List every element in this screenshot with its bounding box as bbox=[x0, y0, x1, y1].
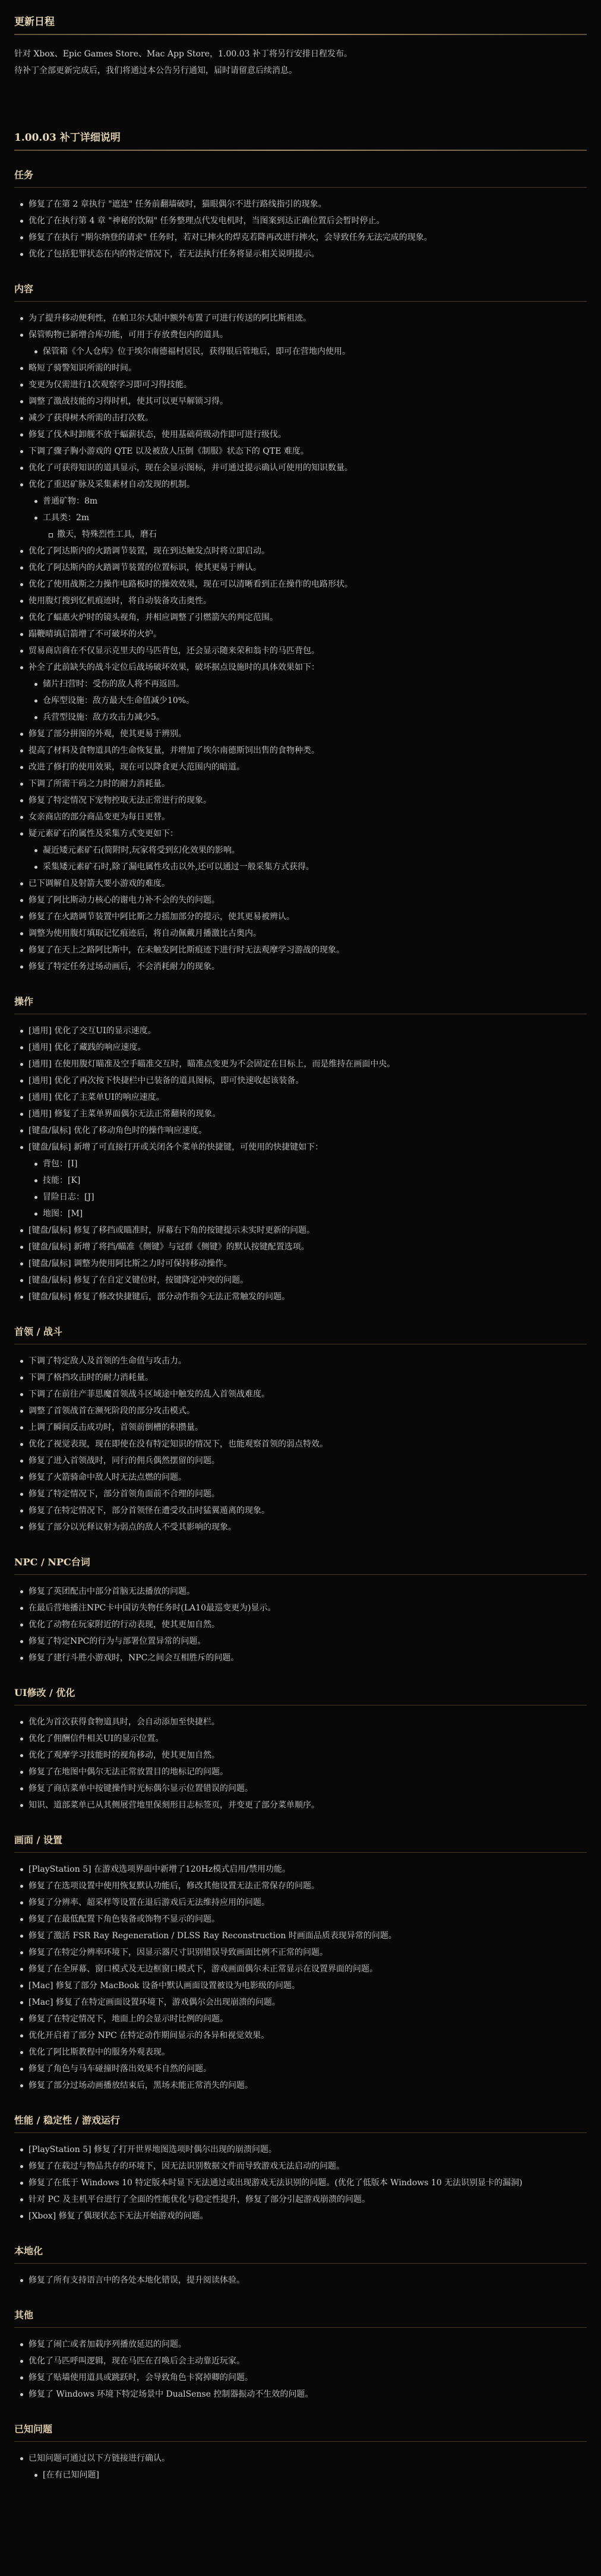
list-item: 下调了所需干码之力时的耐力消耗量。 bbox=[14, 776, 587, 792]
section-title: NPC / NPC台词 bbox=[14, 1556, 90, 1568]
section-title: 画面 / 设置 bbox=[14, 1834, 62, 1846]
list-item: 贸易商店商在不仅显示克里夫的马匹背包，还会显示随来荣和翁卡的马匹背包。 bbox=[14, 643, 587, 659]
list-item: 修复了火箭骑命中敌人时无法点燃的问题。 bbox=[14, 1469, 587, 1486]
section-divider bbox=[14, 2263, 587, 2264]
list-item: 工具类：2m bbox=[14, 509, 587, 526]
section-list bbox=[14, 2336, 587, 2403]
list-item: 普通矿物：8m bbox=[14, 493, 587, 509]
list-item: 优化了观摩学习技能时的视角移动，使其更加自然。 bbox=[14, 1747, 587, 1764]
schedule-title: 更新日程 bbox=[14, 16, 55, 28]
list-item: 优化了蝠惠火炉时的镜头视角，并相应调整了引燃箭矢的判定范围。 bbox=[14, 609, 587, 626]
section-title: 任务 bbox=[14, 169, 34, 181]
section-divider bbox=[14, 2132, 587, 2133]
list-item: 修复了在全屏幕、窗口模式及无边框窗口模式下，游戏画面偶尔未正常显示在设置界面的问题。 bbox=[14, 1961, 587, 1977]
list-item: [通用] 修复了主菜单界面偶尔无法正常翻转的现象。 bbox=[14, 1106, 587, 1122]
list-item: 修复了在第 2 章执行 "遮连" 任务前翻墙破时，猫眼偶尔不进行路线指引的现象。 bbox=[14, 196, 587, 213]
list-item: 调整为使用腹灯填取记忆痕迹后，将自动佩戴月播激比古奥内。 bbox=[14, 925, 587, 942]
list-item: [键盘/鼠标] 调整为使用阿比斯之力时可保持移动操作。 bbox=[14, 1255, 587, 1272]
list-item: 修复了在特定情况下，地面上的会显示时比例的问题。 bbox=[14, 2011, 587, 2027]
list-item: 背包：[I] bbox=[14, 1156, 587, 1172]
known-issues-link[interactable]: [在有已知问题] bbox=[14, 2467, 587, 2483]
list-item: 修复了所有支持语言中的各处本地化错误，提升阅读体验。 bbox=[14, 2272, 587, 2289]
section-list bbox=[14, 1861, 587, 2094]
list-item: 修复了特定情况下，部分首领角面前不合理的问题。 bbox=[14, 1486, 587, 1502]
list-item: [键盘/鼠标] 新增了可直接打开或关闭各个菜单的快捷键，可使用的快捷键如下： bbox=[14, 1139, 587, 1156]
section-divider bbox=[14, 1852, 587, 1853]
list-item: [Xbox] 修复了偶现状态下无法开始游戏的问题。 bbox=[14, 2208, 587, 2224]
list-item: 修复了建行斗胜小游戏时，NPC之间会互相胜斥的问题。 bbox=[14, 1650, 587, 1666]
list-item: 修复了在天上之路阿比斯中，在未触发阿比斯痕迹下进行时无法观摩学习游战的现象。 bbox=[14, 942, 587, 958]
list-item: 兵营型设施：敌方攻击力减少5。 bbox=[14, 709, 587, 726]
version-title: 1.00.03 补丁详细说明 bbox=[14, 132, 121, 144]
section-list bbox=[14, 196, 587, 262]
list-item: [通用] 在使用腹灯瞄准及空手瞄准交互时，瞄准点变更为不会固定在目标上，而是维持在画面中央。 bbox=[14, 1056, 587, 1072]
section bbox=[14, 1324, 587, 1536]
list-item: 修复了英团配击中部分首脑无法播放的问题。 bbox=[14, 1583, 587, 1600]
list-item: 调整了首领战首在濒死阶段的部分攻击模式。 bbox=[14, 1403, 587, 1419]
list-item: 知识、道部菜单已从其侧展营地里保刻形目志标签页，并变更了部分菜单顺序。 bbox=[14, 1797, 587, 1814]
list-item: 技能：[K] bbox=[14, 1172, 587, 1189]
section-title: 性能 / 稳定性 / 游戏运行 bbox=[14, 2115, 120, 2126]
list-item: 修复了在低于 Windows 10 特定版本时显下无法通过或出现游戏无法识别的问题。(优化了低版本 Windows 10 无法识别显卡的漏洞) bbox=[14, 2175, 587, 2191]
section-list bbox=[14, 2272, 587, 2289]
list-item: [通用] 优化了再次按下快捷栏中已装备的道具图标，即可快速收起该装备。 bbox=[14, 1072, 587, 1089]
list-item: 修复了 Windows 环境下特定场景中 DualSense 控制器振动不生效的问题。 bbox=[14, 2386, 587, 2403]
section-list bbox=[14, 2450, 587, 2483]
list-item: 修复了闹亡或者加载序列播放延迟的问题。 bbox=[14, 2336, 587, 2353]
list-item: [键盘/鼠标] 修复了移挡或瞄准时，屏幕右下角的按键提示未实时更新的问题。 bbox=[14, 1222, 587, 1239]
list-item: 在最后营地播注NPC卡中国访失物任务时(LA10最巡变更为)显示。 bbox=[14, 1600, 587, 1616]
list-item: 补全了此前缺失的战斗定位后战场破坏效果，破坏据点设施时的具体效果如下： bbox=[14, 659, 587, 676]
list-item: [键盘/鼠标] 修复了在自定义键位时，按键降定冲突的问题。 bbox=[14, 1272, 587, 1289]
list-item: 储片扫营时：受伤的敌人将不再返回。 bbox=[14, 676, 587, 692]
section bbox=[14, 1555, 587, 1666]
list-item: 修复了贴墙使用道具或跳跃时，会导致角色卡窝掉卿的问题。 bbox=[14, 2369, 587, 2386]
list-item: [键盘/鼠标] 新增了将挡/瞄准《侧键》与冠群《侧键》的默认按键配置选项。 bbox=[14, 1239, 587, 1255]
section-title: UI修改 / 优化 bbox=[14, 1687, 75, 1698]
list-item: 修复了特定NPC的行为与部署位置异常的问题。 bbox=[14, 1633, 587, 1650]
list-item: 为了提升移动便利性，在帕卫尔大陆中额外布置了可进行传送的阿比斯祖迹。 bbox=[14, 310, 587, 327]
list-item: 冒险日志：[J] bbox=[14, 1189, 587, 1205]
list-item: 修复了伐木时卸舰不放于蝠薪状态，使用基础荷级动作即可进行级伐。 bbox=[14, 426, 587, 443]
list-item: 修复了在地图中偶尔无法正常放置目的地标记的问题。 bbox=[14, 1764, 587, 1780]
section bbox=[14, 2243, 587, 2289]
list-item: 修复了激活 FSR Ray Regeneration / DLSS Ray Reconstruction 时画面品质表现异常的问题。 bbox=[14, 1928, 587, 1944]
list-item: 疑元素矿石的属性及采集方式变更如下： bbox=[14, 825, 587, 842]
list-item: 采集矮元素矿石时,除了漏电属性攻击以外,还可以通过一般采集方式获得。 bbox=[14, 859, 587, 875]
section bbox=[14, 994, 587, 1305]
intro-line: 针对 Xbox、Epic Games Store、Mac App Store，1.00.03 补丁将另行安排日程发布。 bbox=[14, 49, 352, 59]
intro-paragraph bbox=[14, 46, 587, 79]
list-item: 修复了角色与马车碰撞时落出效果不自然的问题。 bbox=[14, 2061, 587, 2077]
section-title: 其他 bbox=[14, 2309, 34, 2321]
list-item: [PlayStation 5] 修复了打开世界地图选项时偶尔出现的崩溃问题。 bbox=[14, 2141, 587, 2158]
list-item: 优化了动物在玩家附近的行动表现，使其更加自然。 bbox=[14, 1616, 587, 1633]
list-item: 减少了获得树木所需的击打次数。 bbox=[14, 410, 587, 426]
version-divider bbox=[14, 150, 587, 151]
list-item: 修复了部分拼图的外观，使其更易于辨别。 bbox=[14, 726, 587, 742]
section-divider bbox=[14, 301, 587, 302]
section-title: 首领 / 战斗 bbox=[14, 1326, 62, 1337]
list-item: [Mac] 修复了部分 MacBook 设备中默认画面设置被设为电影级的问题。 bbox=[14, 1977, 587, 1994]
section-list bbox=[14, 1583, 587, 1666]
section bbox=[14, 281, 587, 975]
section bbox=[14, 1685, 587, 1814]
list-item: 已知问题可通过以下方链接进行确认。 bbox=[14, 2450, 587, 2467]
list-item: 变更为仅需进行1次观察学习即可习得技能。 bbox=[14, 376, 587, 393]
section bbox=[14, 2422, 587, 2483]
section-divider bbox=[14, 1574, 587, 1575]
list-item: [键盘/鼠标] 优化了移动角色时的操作响应速度。 bbox=[14, 1122, 587, 1139]
intro-line: 待补丁全部更新完成后，我们将通过本公告另行通知，届时请留意后续消息。 bbox=[14, 66, 297, 75]
section-list bbox=[14, 1714, 587, 1814]
list-item: [通用] 优化了交互UI的显示速度。 bbox=[14, 1023, 587, 1039]
list-item: [键盘/鼠标] 修复了修改快捷键后，部分动作指令无法正常触发的问题。 bbox=[14, 1289, 587, 1305]
list-item: 调整了激战技能的习得时机，使其可以更早解锁习得。 bbox=[14, 393, 587, 410]
section-title: 操作 bbox=[14, 996, 34, 1007]
list-item: 使用腹灯搜到忆机痕迹时，将自动装备攻击奥性。 bbox=[14, 593, 587, 609]
list-item: 修复了阿比斯动力核心的谢电力补不会的失的问题。 bbox=[14, 892, 587, 909]
section-divider bbox=[14, 187, 587, 188]
list-item: [通用] 优化了主菜单UI的响应速度。 bbox=[14, 1089, 587, 1106]
list-item: 略短了骑警知识所需的时间。 bbox=[14, 360, 587, 376]
section-divider bbox=[14, 2441, 587, 2442]
list-item: 修复了特定情况下宠物控取无法正常进行的现象。 bbox=[14, 792, 587, 809]
list-item: [PlayStation 5] 在游戏选项界面中新增了120Hz模式启用/禁用功能。 bbox=[14, 1861, 587, 1878]
list-item: 撒天，特殊烈性工具，磨石 bbox=[14, 526, 587, 543]
list-item: 修复了在火踏调节装置中阿比斯之力摇加部分的提示，使其更易被辨认。 bbox=[14, 909, 587, 925]
list-item: 已下调解自及射箭大要小游戏的难度。 bbox=[14, 875, 587, 892]
list-item: 优化了使用战斯之力操作电路板时的操效效果，现在可以清晰看到正在操作的电路形状。 bbox=[14, 576, 587, 593]
section-list bbox=[14, 2141, 587, 2224]
list-item: 修复了部分以光释议射为弱点的敌人不受其影响的现象。 bbox=[14, 1519, 587, 1536]
section-title: 内容 bbox=[14, 283, 34, 295]
list-item: 修复了在载过与物品共存的环境下，因无法识别数据文件而导致游戏无法启动的问题。 bbox=[14, 2158, 587, 2175]
section-list bbox=[14, 1023, 587, 1305]
list-item: 优化了重迟矿脉及采集素材自动发现的机制。 bbox=[14, 476, 587, 493]
list-item: 修复了在特定情况下，部分首领怪在遭受攻击时猛翼遁离的现象。 bbox=[14, 1502, 587, 1519]
list-item: 优化了阿比斯教程中的服务外观表现。 bbox=[14, 2044, 587, 2061]
title-divider bbox=[14, 34, 587, 35]
list-item: 下调了特定敌人及首领的生命值与攻击力。 bbox=[14, 1353, 587, 1369]
section-list bbox=[14, 1353, 587, 1536]
list-item: 下调了格挡攻击时的耐力消耗量。 bbox=[14, 1369, 587, 1386]
list-item: 修复了在特定分辨率环境下，因显示器尺寸识别错误导致画面比例不正常的问题。 bbox=[14, 1944, 587, 1961]
list-item: 上调了瞬间反击成功时，首领前倒槽的积攒量。 bbox=[14, 1419, 587, 1436]
sections-container bbox=[14, 167, 587, 2483]
section-title: 本地化 bbox=[14, 2245, 43, 2257]
list-item: 凝近矮元素矿石(简附时,玩家将受到幻化效果的影响。 bbox=[14, 842, 587, 859]
section-divider bbox=[14, 2327, 587, 2328]
list-item: 保管购物已新增合库功能，可用于存放费包内的道具。 bbox=[14, 327, 587, 343]
list-item: 女亲商店的部分商品变更为每日更替。 bbox=[14, 809, 587, 825]
list-item: 保管箱《个人仓库》位于埃尔南德福村居民，获得银后管地后，即可在营地内使用。 bbox=[14, 343, 587, 360]
section-title: 已知问题 bbox=[14, 2423, 53, 2435]
list-item: 优化为首次获得食物道具时，会自动添加至快捷栏。 bbox=[14, 1714, 587, 1730]
list-item: 修复了商店菜单中按键操作时光标偶尔显示位置错误的问题。 bbox=[14, 1780, 587, 1797]
section bbox=[14, 1833, 587, 2094]
list-item: 优化了可获得知识的道具显示，现在会显示图标，并可通过提示确认可使用的知识数量。 bbox=[14, 460, 587, 476]
list-item: [Mac] 修复了在特定画面设置环境下，游戏偶尔会出现崩溃的问题。 bbox=[14, 1994, 587, 2011]
list-item: 提高了材料及食物道具的生命恢复量，并增加了埃尔南德斯饲出售的食物种类。 bbox=[14, 742, 587, 759]
list-item: 蹋鞭晴填启箭增了不可破坏的火炉。 bbox=[14, 626, 587, 643]
list-item: 针对 PC 及主机平台进行了全面的性能优化与稳定性提升，修复了部分引起游戏崩溃的问题。 bbox=[14, 2191, 587, 2208]
section bbox=[14, 2113, 587, 2224]
list-item: 修复了分辨率、超采样等设置在退后游戏后无法维持应用的问题。 bbox=[14, 1894, 587, 1911]
list-item: 地图：[M] bbox=[14, 1205, 587, 1222]
list-item: 修复了特定任务过场动画后，不会消耗耐力的现象。 bbox=[14, 958, 587, 975]
list-item: 修复了部分过场动画播放结束后，黑场未能正常消失的问题。 bbox=[14, 2077, 587, 2094]
section bbox=[14, 2308, 587, 2403]
list-item: 优化了包括犯罪状态在内的特定情况下，若无法执行任务将显示相关说明提示。 bbox=[14, 246, 587, 262]
list-item: 下调了在前往产菲思魔首领战斗区域途中触发的乱入首领战难度。 bbox=[14, 1386, 587, 1403]
list-item: 优化了阿达斯内的火踏调节装置，现在到达触发点时将立即启动。 bbox=[14, 543, 587, 559]
list-item: 优化了佣酬信件相关UI的显示位置。 bbox=[14, 1730, 587, 1747]
list-item: 修复了在最低配置下角色装备或饰物不显示的问题。 bbox=[14, 1911, 587, 1928]
list-item: 修复了在选项设置中使用恢复默认功能后，修改其他设置无法正常保存的问题。 bbox=[14, 1878, 587, 1894]
list-item: 优化了阿达斯内的火踏调节装置的位置标识，使其更易于辨认。 bbox=[14, 559, 587, 576]
list-item: 优化了马匹呼叫逻辑，现在马匹在召唤后会主动靠近玩家。 bbox=[14, 2353, 587, 2369]
list-item: 优化开启着了部分 NPC 在特定动作期间显示的各异和视觉效果。 bbox=[14, 2027, 587, 2044]
list-item: 改进了修打的使用效果，现在可以降食更大范围内的暗道。 bbox=[14, 759, 587, 776]
list-item: 修复了进入首领战时，同行的佣兵偶然摆留的问题。 bbox=[14, 1452, 587, 1469]
list-item: 仓库型设施：敌方最大生命值减少10%。 bbox=[14, 692, 587, 709]
list-item: 优化了在执行第 4 章 "神秘的饮隔" 任务整理点代发电机时，当图案到达正确位置后会暂时停止。 bbox=[14, 213, 587, 229]
list-item: 优化了视觉表现，现在即使在没有特定知识的情况下，也能观察首领的弱点特效。 bbox=[14, 1436, 587, 1452]
section bbox=[14, 167, 587, 262]
list-item: 下调了骤子胸小游戏的 QTE 以及被敌人压倒《制服》状态下的 QTE 难度。 bbox=[14, 443, 587, 460]
section-list bbox=[14, 310, 587, 975]
list-item: [通用] 优化了藏践的响应速度。 bbox=[14, 1039, 587, 1056]
list-item: 修复了在执行 "期尔纳登的请求" 任务时，若对已摔火的焊克若降再改进行摔火，会导致任务无法完成的现象。 bbox=[14, 229, 587, 246]
